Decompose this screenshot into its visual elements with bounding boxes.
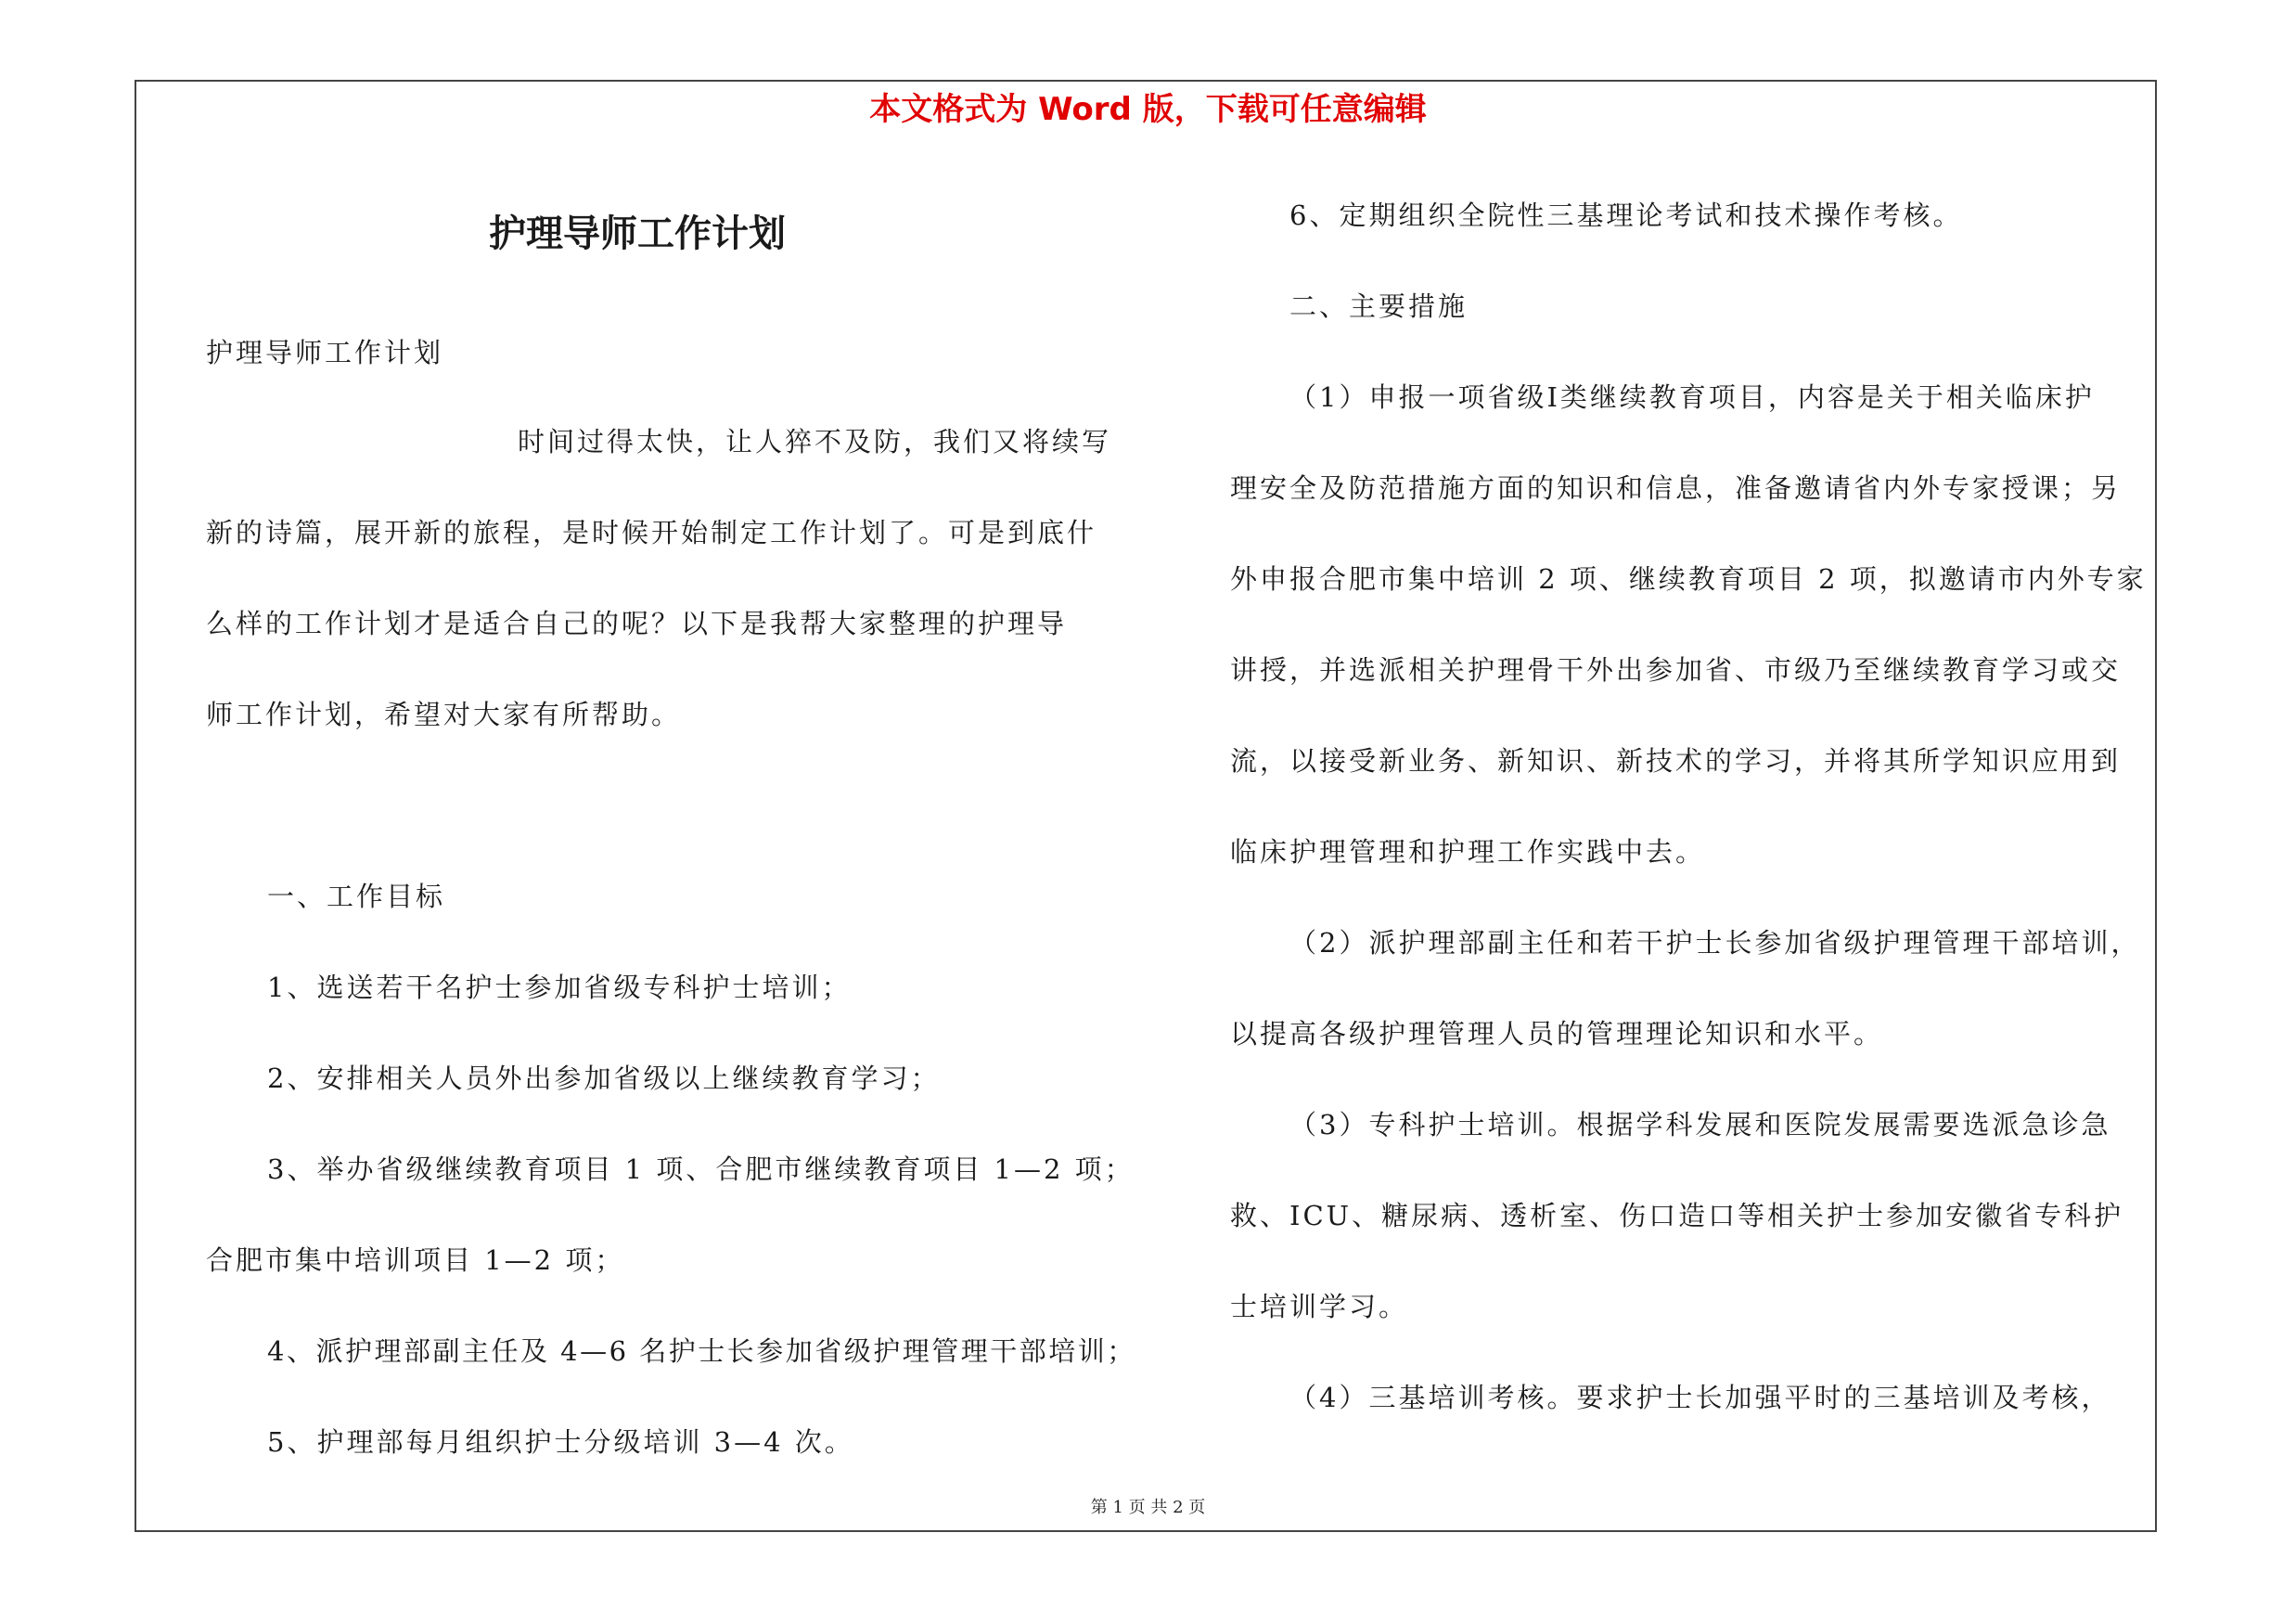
list-item: 6、定期组织全院性三基理论考试和技术操作考核。: [1289, 200, 1963, 231]
section-heading: 一、工作目标: [267, 881, 446, 912]
right-line: 理安全及防范措施方面的知识和信息，准备邀请省内外专家授课；另: [1230, 472, 2122, 504]
right-line: 临床护理管理和护理工作实践中去。: [1230, 836, 1706, 868]
page-number-footer: 第 1 页 共 2 页: [1090, 1498, 1206, 1517]
section-heading: 二、主要措施: [1289, 290, 1469, 322]
right-line: 以提高各级护理管理人员的管理理论知识和水平。: [1230, 1018, 1884, 1050]
right-line: 救、ICU、糖尿病、透析室、伤口造口等相关护士参加安徽省专科护: [1230, 1200, 2124, 1231]
list-item: 2、安排相关人员外出参加省级以上继续教育学习；: [267, 1063, 941, 1094]
list-item: 1、选送若干名护士参加省级专科护士培训；: [267, 972, 852, 1003]
right-line: 士培训学习。: [1230, 1291, 1409, 1322]
page-frame: [135, 80, 2157, 1532]
left-line: 么样的工作计划才是适合自己的呢？以下是我帮大家整理的护理导: [206, 608, 1068, 639]
right-line: （1）申报一项省级Ⅰ类继续教育项目，内容是关于相关临床护: [1289, 381, 2095, 413]
left-line: 新的诗篇，展开新的旅程，是时候开始制定工作计划了。可是到底什: [206, 517, 1097, 548]
right-line: （3）专科护士培训。根据学科发展和医院发展需要选派急诊急: [1289, 1109, 2111, 1140]
format-banner: 本文格式为 Word 版，下载可任意编辑: [869, 91, 1427, 128]
left-line: 师工作计划，希望对大家有所帮助。: [206, 699, 682, 730]
list-item: 4、派护理部副主任及 4—6 名护士长参加省级护理管理干部培训；: [267, 1335, 1136, 1367]
left-line: 护理导师工作计划: [206, 337, 444, 368]
left-line: 时间过得太快，让人猝不及防，我们又将续写: [518, 426, 1112, 457]
right-line: 流，以接受新业务、新知识、新技术的学习，并将其所学知识应用到: [1230, 745, 2122, 777]
right-line: 讲授，并选派相关护理骨干外出参加省、市级乃至继续教育学习或交: [1230, 654, 2122, 686]
document-title: 护理导师工作计划: [489, 213, 786, 255]
list-item: 5、护理部每月组织护士分级培训 3—4 次。: [267, 1426, 854, 1458]
right-line: （2）派护理部副主任和若干护士长参加省级护理管理干部培训，: [1289, 927, 2141, 959]
right-line: 外申报合肥市集中培训 2 项、继续教育项目 2 项，拟邀请市内外专家: [1230, 563, 2147, 595]
list-item: 3、举办省级继续教育项目 1 项、合肥市继续教育项目 1—2 项；: [267, 1153, 1135, 1185]
right-line: （4）三基培训考核。要求护士长加强平时的三基培训及考核，: [1289, 1382, 2111, 1413]
list-item: 合肥市集中培训项目 1—2 项；: [206, 1244, 625, 1276]
